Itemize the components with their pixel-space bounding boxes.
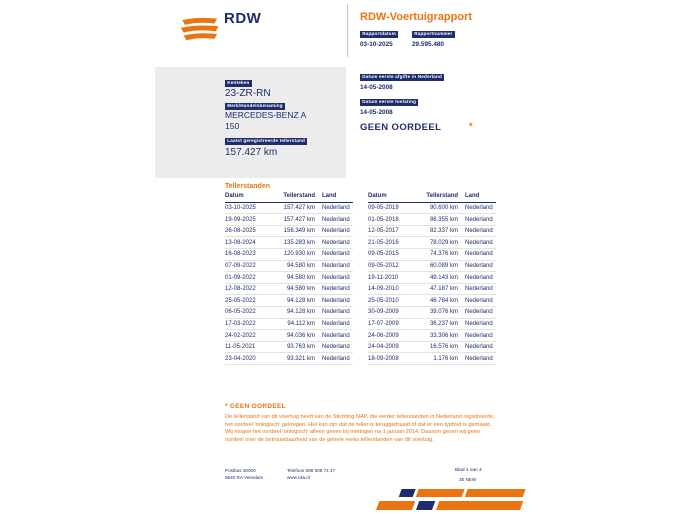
table-row <box>368 237 496 249</box>
tellerstand-value: 157.427 km <box>225 147 278 158</box>
date-cell: 24-04-2009 <box>368 341 412 353</box>
oordeel-status: GEEN OORDEEL <box>360 122 442 133</box>
odometer-cell: 60.089 km <box>412 260 458 272</box>
odometer-cell: 94.128 km <box>269 295 315 307</box>
merk-label: Merk/Handelsbenaming <box>225 103 285 110</box>
odometer-table-right <box>368 193 496 365</box>
date-cell: 09-05-2012 <box>368 260 412 272</box>
date-cell: 01-05-2018 <box>368 214 412 226</box>
table-row <box>368 295 496 307</box>
odometer-cell: 82.337 km <box>412 225 458 237</box>
date-cell: 18-09-2008 <box>368 353 412 365</box>
odometer-cell: 33.306 km <box>412 330 458 342</box>
country-cell: Nederland <box>315 330 353 342</box>
date-cell: 26-08-2025 <box>225 225 269 237</box>
footer-address-line1: Postbus 30000 <box>225 468 256 473</box>
table-row <box>368 260 496 272</box>
date-cell: 06-05-2022 <box>225 306 269 318</box>
table-row <box>225 214 353 226</box>
table-row <box>225 248 353 260</box>
country-cell: Nederland <box>315 318 353 330</box>
table-row <box>368 306 496 318</box>
table-row <box>368 318 496 330</box>
odometer-cell: 94.112 km <box>269 318 315 330</box>
odometer-cell: 94.036 km <box>269 330 315 342</box>
odometer-cell: 86.355 km <box>412 214 458 226</box>
country-cell: Nederland <box>315 353 353 365</box>
date-cell: 24-02-2022 <box>225 330 269 342</box>
date-cell: 16-08-2023 <box>225 248 269 260</box>
date-cell: 12-05-2017 <box>368 225 412 237</box>
country-cell: Nederland <box>458 214 496 226</box>
date-cell: 07-09-2022 <box>225 260 269 272</box>
country-cell: Nederland <box>458 283 496 295</box>
odometer-cell: 157.427 km <box>269 214 315 226</box>
date-cell: 11-05-2021 <box>225 341 269 353</box>
country-cell: Nederland <box>315 225 353 237</box>
table-row <box>225 225 353 237</box>
odometer-cell: 135.283 km <box>269 237 315 249</box>
tellerstanden-title: Tellerstanden <box>225 183 270 190</box>
tellerstand-label: Laatst geregistreerde tellerstand <box>225 138 307 145</box>
column-header-datum: Datum <box>368 193 412 202</box>
date-cell: 19-09-2025 <box>225 214 269 226</box>
country-cell: Nederland <box>315 306 353 318</box>
odometer-cell: 90.600 km <box>412 202 458 214</box>
report-number-label: Rapportnummer <box>412 31 455 38</box>
table-row <box>225 330 353 342</box>
odometer-cell: 16.576 km <box>412 341 458 353</box>
date-cell: 09-05-2015 <box>368 248 412 260</box>
header-divider <box>347 4 348 57</box>
afgifte-label: Datum eerste afgifte in Nederland <box>360 74 444 81</box>
rdw-logo: RDW <box>224 10 262 27</box>
table-row <box>225 353 353 365</box>
odometer-cell: 156.349 km <box>269 225 315 237</box>
date-cell: 25-05-2010 <box>368 295 412 307</box>
country-cell: Nederland <box>315 248 353 260</box>
date-cell: 12-08-2022 <box>225 283 269 295</box>
country-cell: Nederland <box>458 341 496 353</box>
odometer-cell: 94.580 km <box>269 260 315 272</box>
table-row <box>225 341 353 353</box>
rdw-flag-icon <box>178 16 220 45</box>
date-cell: 14-09-2010 <box>368 283 412 295</box>
column-header-tellerstand: Tellerstand <box>412 193 458 202</box>
table-row <box>225 295 353 307</box>
table-row <box>368 341 496 353</box>
rdw-stripes-watermark-icon <box>370 488 530 513</box>
date-cell: 09-05-2019 <box>368 202 412 214</box>
country-cell: Nederland <box>315 295 353 307</box>
column-header-datum: Datum <box>225 193 269 202</box>
table-row <box>368 272 496 284</box>
kenteken-value: 23-ZR-RN <box>225 88 271 99</box>
odometer-cell: 46.784 km <box>412 295 458 307</box>
afgifte-value: 14-05-2008 <box>360 84 393 91</box>
table-row <box>225 306 353 318</box>
odometer-table-left <box>225 193 353 365</box>
footnote-body: De tellerstand van dit voertuig heeft van de Stichting NAP, die eerder tellerstanden in Nederland registreerde, het oordeel 'onlogisch' gekregen. Het kan zijn dat de teller is teruggedraaid of dat er een typfout is gemaakt. Wij mogen het oordeel 'onlogisch' alleen geven bij metingen na 1 januari 2014. Daarom geven wij geen oordeel over de betrouwbaarheid van de gehele reeks tellerstanden van dit voertuig. <box>225 414 495 443</box>
odometer-cell: 49.143 km <box>412 272 458 284</box>
country-cell: Nederland <box>315 214 353 226</box>
odometer-cell: 93.321 km <box>269 353 315 365</box>
odometer-cell: 120.930 km <box>269 248 315 260</box>
page-indicator: Blad 1 van 4 <box>455 468 482 473</box>
odometer-cell: 78.029 km <box>412 237 458 249</box>
odometer-cell: 1.176 km <box>412 353 458 365</box>
country-cell: Nederland <box>315 202 353 214</box>
date-cell: 03-10-2025 <box>225 202 269 214</box>
vehicle-summary <box>155 67 346 178</box>
footnote-title: * GEEN OORDEEL <box>225 403 286 410</box>
odometer-cell: 74.376 km <box>412 248 458 260</box>
odometer-cell: 47.187 km <box>412 283 458 295</box>
column-header-land: Land <box>315 193 353 202</box>
country-cell: Nederland <box>458 295 496 307</box>
footer-address-line2: 9640 RA Veendam <box>225 475 264 480</box>
odometer-cell: 93.763 km <box>269 341 315 353</box>
date-cell: 17-03-2022 <box>225 318 269 330</box>
odometer-cell: 157.427 km <box>269 202 315 214</box>
footnote <box>225 403 497 444</box>
odometer-cell: 36.237 km <box>412 318 458 330</box>
odometer-cell: 94.580 km <box>269 272 315 284</box>
table-row <box>225 318 353 330</box>
date-cell: 17-07-2009 <box>368 318 412 330</box>
country-cell: Nederland <box>458 330 496 342</box>
table-row <box>368 283 496 295</box>
merk-line-1: MERCEDES-BENZ A <box>225 110 307 120</box>
table-row <box>225 260 353 272</box>
table-row <box>225 272 353 284</box>
table-row <box>368 202 496 214</box>
table-row <box>368 214 496 226</box>
table-header <box>368 193 496 202</box>
kenteken-label: Kenteken <box>225 80 252 87</box>
merk-value <box>225 110 306 131</box>
odometer-cell: 94.128 km <box>269 306 315 318</box>
country-cell: Nederland <box>458 202 496 214</box>
footer-contact <box>287 467 335 481</box>
footer-address <box>225 467 263 481</box>
country-cell: Nederland <box>458 225 496 237</box>
table-row <box>368 330 496 342</box>
toelating-value: 14-05-2008 <box>360 109 393 116</box>
date-cell: 24-06-2009 <box>368 330 412 342</box>
table-row <box>225 202 353 214</box>
toelating-label: Datum eerste toelating <box>360 99 418 106</box>
country-cell: Nederland <box>458 353 496 365</box>
date-cell: 23-04-2020 <box>225 353 269 365</box>
column-header-tellerstand: Tellerstand <box>269 193 315 202</box>
odometer-cell: 39.076 km <box>412 306 458 318</box>
oordeel-asterisk: * <box>469 121 473 131</box>
table-row <box>368 225 496 237</box>
country-cell: Nederland <box>315 260 353 272</box>
table-row <box>368 353 496 365</box>
document-version: 3E NEW <box>459 477 476 482</box>
date-cell: 21-05-2016 <box>368 237 412 249</box>
table-row <box>225 237 353 249</box>
report-number-value: 29.595.480 <box>412 41 444 48</box>
table-row <box>225 283 353 295</box>
country-cell: Nederland <box>458 237 496 249</box>
odometer-cell: 94.580 km <box>269 283 315 295</box>
merk-line-2: 150 <box>225 120 240 131</box>
country-cell: Nederland <box>315 283 353 295</box>
footer-website: www.rdw.nl <box>287 475 310 480</box>
page-title: RDW-Voertuigrapport <box>360 11 473 23</box>
column-header-land: Land <box>458 193 496 202</box>
table-row <box>368 248 496 260</box>
date-cell: 30-09-2009 <box>368 306 412 318</box>
country-cell: Nederland <box>315 341 353 353</box>
country-cell: Nederland <box>315 272 353 284</box>
footer-phone: Telefoon 088 008 74 47 <box>287 468 336 473</box>
table-header <box>225 193 353 202</box>
country-cell: Nederland <box>458 318 496 330</box>
date-cell: 01-09-2022 <box>225 272 269 284</box>
country-cell: Nederland <box>458 260 496 272</box>
country-cell: Nederland <box>315 237 353 249</box>
report-date-label: Rapportdatum <box>360 31 398 38</box>
country-cell: Nederland <box>458 272 496 284</box>
country-cell: Nederland <box>458 248 496 260</box>
date-cell: 19-11-2010 <box>368 272 412 284</box>
country-cell: Nederland <box>458 306 496 318</box>
report-date-value: 03-10-2025 <box>360 41 393 48</box>
date-cell: 25-05-2022 <box>225 295 269 307</box>
date-cell: 13-08-2024 <box>225 237 269 249</box>
